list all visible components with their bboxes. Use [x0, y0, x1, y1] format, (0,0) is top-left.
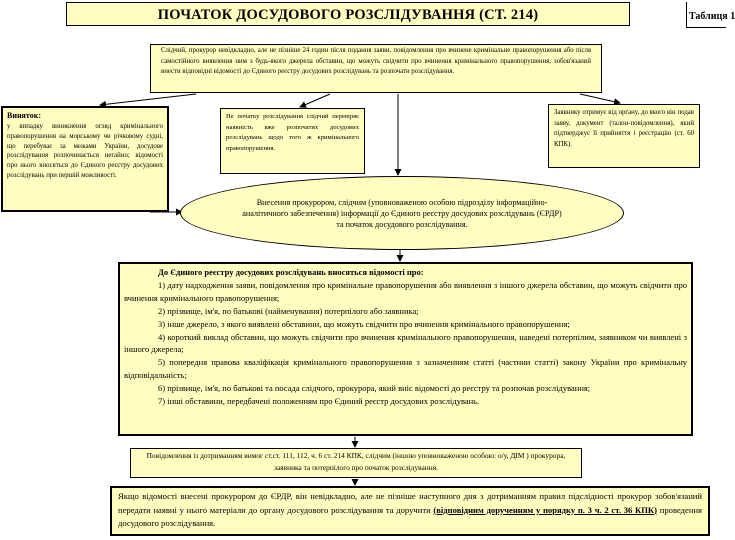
- exception-text: у випадку виникнення огляд кримінального правопорушення на морському чи річковому судні, що перебуває за межами України, досудове розслідування розпочинається негайно; відомості про нього вносяться до Єдиного реєстру досудових розслідувань при першій можливості.: [7, 123, 163, 179]
- notification-box: Повідомлення із дотриманням вимог ст.ст. 111, 112, ч. 6 ст. 214 КПК, слідчим (іншою уповноваженою особою: о/у, ДІМ ) прокурора, заявника та потерпілого про початок розслідування.: [130, 448, 582, 478]
- final-strong-text: (відповідним дорученням у порядку п. 3 ч. 2 ст. 36 КПК): [433, 504, 658, 515]
- arrow-intro-to-right: [580, 94, 620, 103]
- intro-box: Слідчий, прокурор невідкладно, але не пізніше 24 годин після подання заяви, повідомлення про вчинене кримінальне правопорушення або після самостійного виявлення ним з будь-якого джерела обставин, що можуть свідчити про вчинення кримінального правопорушення, зобов'язаний внести відповідні відомості до Єдиного реєстру досудових розслідувань та розпочати розслідування.: [150, 44, 602, 93]
- prosecutor-transfer-box: [110, 486, 710, 536]
- register-item-2: 2) прізвище, ім'я, по батькові (найменування) потерпілого або заявника;: [158, 305, 419, 316]
- final-text: Якщо відомості внесені прокурором до ЄРДР, він невідкладно, але не пізніше наступного дня з дотриманням правил підслідності прокурор зобов'язаний передати наявні у нього матеріали до органу досудового розслідування та доручити: [118, 491, 702, 515]
- check-investigations-box: Не початку розслідування слідчий перевіряє наявність вже розпочатих досудових розслідувань щодо того ж кримінального правопорушення.: [220, 108, 365, 174]
- page-title: ПОЧАТОК ДОСУДОВОГО РОЗСЛІДУВАННЯ (СТ. 214): [66, 2, 630, 26]
- erdr-entry-text: Внесення прокурором, слідчим (уповноваженою особою підрозділу інформаційно-аналітичного забезпечення) інформації до Єдиного реєстру досудових розслідувань (ЄРДР) та початок досудового розслідування.: [242, 197, 562, 229]
- exception-box: [1, 106, 169, 212]
- exception-heading: Виняток:: [7, 111, 41, 120]
- register-item-3: 3) інше джерело, з якого виявлені обставини, що можуть свідчити про вчинення кримінального правопорушення;: [158, 318, 570, 329]
- register-item-7: 7) інші обставини, передбачені положенням про Єдиний реєстр досудових розслідувань.: [158, 396, 480, 407]
- erdr-entry-ellipse: [180, 176, 624, 250]
- arrow-intro-to-middle: [300, 94, 330, 107]
- final-tail-text: проведення досудового розслідування.: [118, 504, 702, 528]
- register-heading: До Єдиного реєстру досудових розслідувань вносяться відомості про:: [158, 267, 424, 277]
- register-item-6: 6) прізвище, ім'я, по батькові та посада слідчого, прокурора, який вніс відомості до реєстру та розпочав розслідування;: [158, 383, 591, 394]
- register-item-1: 1) дату надходження заяви, повідомлення про кримінальне правопорушення або виявлення з іншого джерела обставин, що можуть свідчити про вчинення кримінального правопорушення;: [124, 279, 687, 303]
- applicant-receipt-box: Заявнику отримує від органу, до якого він подав заяву, документ (талон-повідомлення), який підтверджує її прийняття і реєстрацію (ст. 60 КПК).: [548, 104, 700, 168]
- table-number-label: Таблиця 1: [686, 2, 726, 28]
- register-item-5: 5) попередня правова кваліфікація кримінального правопорушення з зазначенням статті (частини статті) закону України про кримінальну відповідальність;: [124, 357, 687, 381]
- arrow-intro-to-exception: [100, 94, 196, 105]
- register-contents-box: [118, 262, 693, 436]
- register-item-4: 4) короткий виклад обставин, що можуть свідчити про вчинення кримінального правопорушення, наведені потерпілим, заявником чи виявлені з іншого джерела;: [124, 331, 687, 355]
